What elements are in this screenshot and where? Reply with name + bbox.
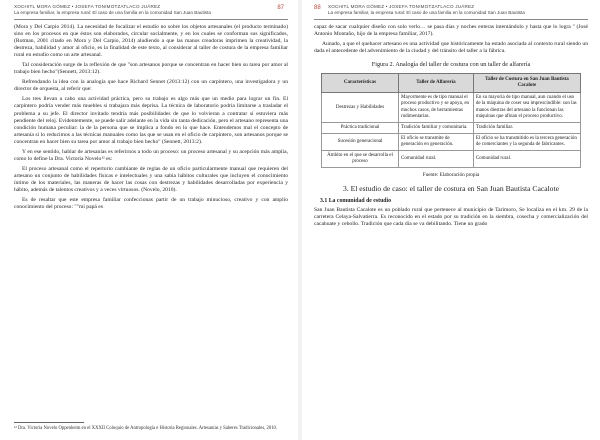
table-cell: Ámbito en el que se desarrolla el proceso [322,151,399,168]
paragraph: Y en ese sentido, hablar de artesanías es referirnos a todo un proceso: un proceso artesanal y su acepción más amplia, como lo define la Dra. Victoria Novelo¹² es: [14,148,288,162]
analogy-table [321,73,581,168]
table-row [322,151,581,168]
table-header-cell: Taller de Costura en San Juan Bautista Cacalote [473,74,580,93]
paragraph: Refrendando la idea con la analogía que hace Richard Sennet (2013:12) con un carpintero, una investigadora y un director de orquesta, al referir que: [14,79,288,93]
paragraph: (Mora y Del Carpio 2014). La necesidad de focalizar el estudio no sobre los objetos artesanales (el producto terminado) sino en los procesos en que éstos son elaborados, circular socialmente, y en los cuales se conforman sus significados, (Rotman, 2001 citado en Mora y Del Carpio, 2014) aludiendo a que las manos creadoras imprimen la creatividad, la destreza, habilidad y amor al oficio, es la finalidad de este texto, al considerar al taller de costura de la empresa familiar rural en estudio como un arte artesanal. [14,24,288,59]
table-cell: Sucesión generacional [322,133,399,150]
right-page-header [314,4,588,24]
left-page-header [14,4,288,24]
header-authors: XOCHITL MORA GÓMEZ • JOSEFA TONIMOTZATLACO JUÁREZ [14,4,161,9]
table-cell: En su mayoría de tipo manual, aun cuando el uso de la máquina de coser sea imprescindible: son las manos diestras del artesano la funcionan las máquinas que afinan el proceso productivo. [473,93,580,122]
table-row [322,122,581,133]
figure-caption: Figura 2. Analogía del taller de costura con un taller de alfarería [371,61,531,69]
footnote [14,422,288,432]
right-body-text [314,24,588,55]
table-row [322,133,581,150]
paragraph: Aunado, a que el quehacer artesano es una actividad que históricamente ha estado asociada al contexto rural siendo un dada el antecedente del advenimiento de la ciudad y del tránsito del taller a la fábrica. [314,41,588,55]
footnote-rule [14,422,84,423]
block-quote: El proceso artesanal como el repertorio cambiante de reglas de un oficio particularmente manual que requieren del artesano un conjunto de habilidades físicas e intelectuales y una sabia hábitos culturales que incluyen el conocimiento íntimo de los materiales, las maneras de hacer las cosas con destrezas y habilidades desarrolladas por experiencia y hábito, además de talentos creativos y a veces virtuosos. (Novelo, 2010). [14,165,288,193]
header-subtitle: La empresa familiar, la empresa rural: El caso de una familia en la comunidad San Juan Bautista [14,10,211,16]
table-source: Fuente: Elaboración propia [422,172,480,179]
left-body-text [14,24,288,211]
header-rule [14,19,288,20]
left-page [0,0,298,440]
table-header-cell: Características [322,74,399,93]
header-authors: XOCHITL MORA GÓMEZ • JOSEFA TONIMOTZATLACO JUÁREZ [328,4,475,9]
footnote-text: ¹² Dra. Victoria Novelo Oppenheim en el XXXII Coloquio de Antropología e Historia Regionales. Artesanías y Saberes Tradicionales, 2010. [14,426,278,431]
table-cell: El oficio se ha transmitido es la tercera generación de comerciantes y la segunda de fabricantes. [473,133,580,150]
page-number: 88 [314,5,321,11]
table-cell: Mayormente es de tipo manual el proceso productivo y se apoya, en muchos casos, de herramientas rudimentarias. [399,93,474,122]
table-cell: Destrezas y Habilidades [322,93,399,122]
header-subtitle: La empresa familiar, la empresa rural: El caso de una familia en la comunidad San Juan Bautista [328,10,525,16]
section-title: 3. El estudio de caso: el taller de costura en San Juan Bautista Cacalote [343,184,559,194]
right-page [302,0,600,440]
subsection-title: 3.1 La comunidad de estudio [320,198,392,205]
header-rule [314,19,588,20]
paragraph: San Juan Bautista Cacalote es un poblado rural que pertenece al municipio de Tarimoro, Se localiza en el km. 29 de la carretera Celaya-Salvatierra. Es reconocido en el estado por su tradición en la siembra, cosecha y comercialización del cacahuate y cebollo. Tradición que cada día se va debilitando. Tiene un grado [314,207,588,228]
table-cell: Tradición familiar y comunitaria. [399,122,474,133]
table-cell: Práctica tradicional [322,122,399,133]
table-row [322,93,581,122]
paragraph: Tal consideración surge de la reflexión de que "son artesanos porque se concentran en hacer bien su tarea por amor al trabajo bien hecho"(Sennett, 2013:12). [14,62,288,76]
page-number: 87 [277,5,284,11]
block-quote: Los tres llevan a cabo una actividad práctica, pero su trabajo es algo más que un medio para lograr un fin. El carpintero podría vender más muebles si trabajara más deprisa. La técnica de laboratorio podría limitarse a trasladar el problema a su jefe. El director invitado tendría más posibilidades de que lo volvieran a contratar si estuviera más pendiente del reloj. Evidentemente, se puede salir adelante en la vida sin tanta dedicación, pero el artesano representa una condición humana peculiar: la de la persona que se implica a fondo en lo que hace. Entendemos mal el concepto de artesanía si lo reducimos a las técnicas manuales como las que se usan en el oficio de carpintero, son artesanos porque se concentran en hacer bien su tarea por amor al trabajo bien hecho" (Sennett, 2013:2). [14,96,288,145]
paragraph: capaz de sacar cualquier diseño con solo verlo… se pasa días y noches enteras intentándolo y hasta que lo logra " (José Antonio Montaño, hijo de la empresa familiar, 2017). [314,24,588,38]
table-cell: Comunidad rural. [399,151,474,168]
paragraph: Es de resaltar que este empresa familiar confeccionas partir de un trabajo minucioso, creativo y con amplio conocimiento del proceso: ""mi papá es [14,197,288,211]
table-header-cell: Taller de Alfarería [399,74,474,93]
table-header-row [322,74,581,93]
table-cell: Comunidad rural. [473,151,580,168]
table-cell: Tradición familiar. [473,122,580,133]
table-cell: El oficio se transmite de generación en generación. [399,133,474,150]
